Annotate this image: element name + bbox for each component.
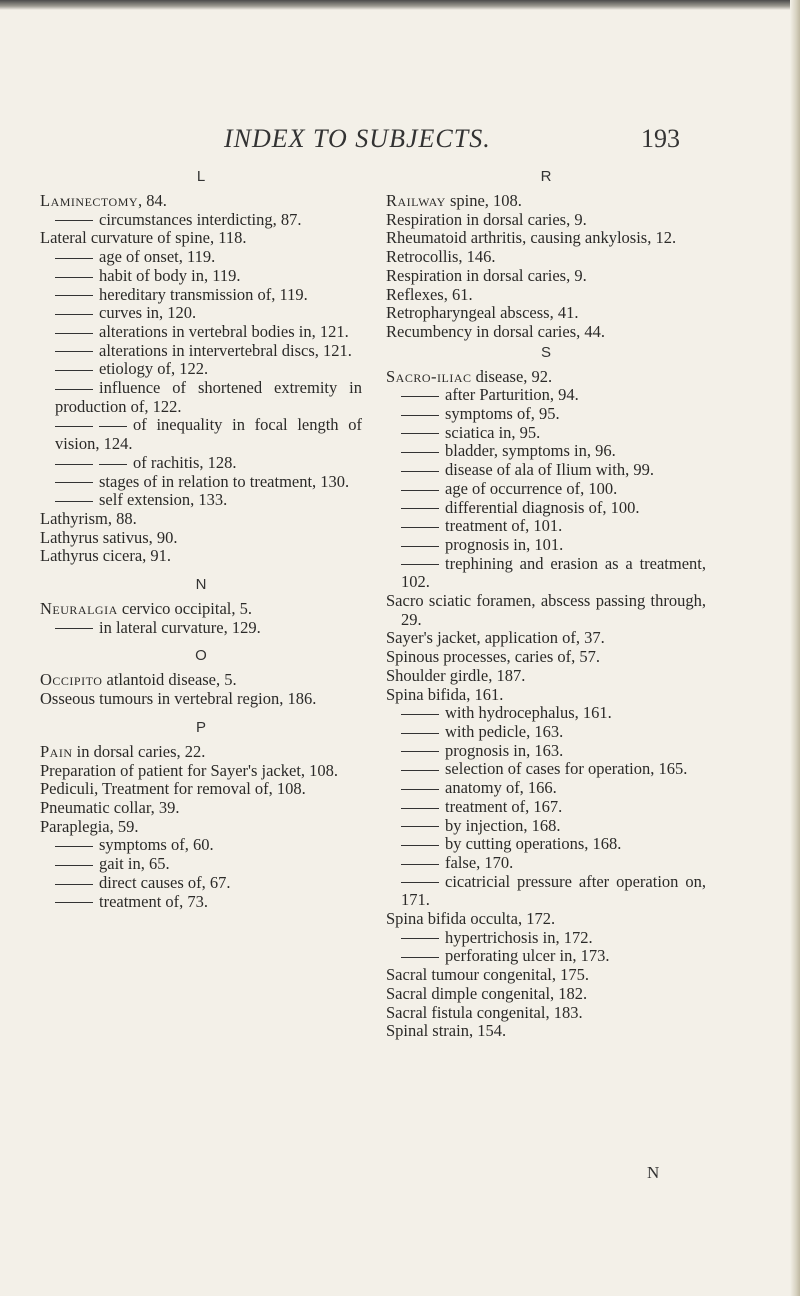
- ditto-dash: [99, 426, 127, 427]
- entry-text: anatomy of, 166.: [445, 778, 557, 798]
- entry-text: circumstances interdicting, 87.: [99, 209, 302, 229]
- ditto-dash: [55, 846, 93, 847]
- index-entry: [40, 893, 362, 912]
- index-entry: [386, 211, 706, 230]
- entry-text: perforating ulcer in, 173.: [445, 946, 610, 966]
- entry-text: spine, 108.: [445, 191, 522, 210]
- ditto-dash: [55, 314, 93, 315]
- ditto-dash: [401, 396, 439, 397]
- entry-text: habit of body in, 119.: [99, 265, 241, 285]
- page-top-shadow: [0, 0, 800, 10]
- index-entry: [386, 985, 706, 1004]
- ditto-dash: [55, 295, 93, 296]
- entry-text: by cutting operations, 168.: [445, 834, 622, 854]
- index-entry: [386, 742, 706, 761]
- entry-text: of inequality in focal length of vision, 124.: [55, 415, 362, 454]
- entry-text: Spina bifida, 161.: [386, 684, 504, 704]
- entry-text: treatment of, 101.: [445, 516, 563, 536]
- index-entry: [386, 798, 706, 817]
- ditto-dash: [55, 277, 93, 278]
- index-entry: [386, 461, 706, 480]
- ditto-dash: [401, 564, 439, 565]
- entry-text: selection of cases for operation, 165.: [445, 759, 688, 779]
- entry-text: Lathyrism, 88.: [40, 508, 137, 528]
- entry-text: Spina bifida occulta, 172.: [386, 909, 556, 929]
- entry-text: stages of in relation to treatment, 130.: [99, 471, 350, 491]
- index-entry: [386, 1022, 706, 1041]
- entry-text: hypertrichosis in, 172.: [445, 927, 593, 947]
- entry-text: prognosis in, 163.: [445, 740, 564, 760]
- ditto-dash: [55, 333, 93, 334]
- index-entry: [386, 592, 706, 629]
- entry-text: Lateral curvature of spine, 118.: [40, 228, 247, 248]
- entry-text: trephining and erasion as a treatment, 102.: [401, 553, 706, 592]
- entry-text: with pedicle, 163.: [445, 721, 564, 741]
- index-entry: [386, 873, 706, 910]
- index-entry: [40, 211, 362, 230]
- ditto-dash: [401, 546, 439, 547]
- index-entry: [40, 529, 362, 548]
- index-entry: [40, 762, 362, 781]
- section-s-entries: [386, 368, 706, 1041]
- index-entry: [40, 619, 362, 638]
- index-entry: [40, 267, 362, 286]
- index-entry: [386, 835, 706, 854]
- entry-text: curves in, 120.: [99, 303, 197, 323]
- ditto-dash: [401, 714, 439, 715]
- index-entry: [40, 836, 362, 855]
- entry-text: by injection, 168.: [445, 815, 561, 835]
- entry-text: in dorsal caries, 22.: [72, 741, 206, 761]
- entry-text: Shoulder girdle, 187.: [386, 665, 526, 685]
- entry-text: differential diagnosis of, 100.: [445, 497, 640, 517]
- index-entry: [40, 510, 362, 529]
- entry-text: gait in, 65.: [99, 854, 170, 874]
- index-entry: [386, 286, 706, 305]
- entry-text: prognosis in, 101.: [445, 534, 564, 554]
- index-entry: [386, 386, 706, 405]
- entry-text: Lathyrus sativus, 90.: [40, 527, 178, 547]
- index-entry: [386, 648, 706, 667]
- ditto-dash: [401, 864, 439, 865]
- entry-text: Sacral tumour congenital, 175.: [386, 965, 589, 985]
- index-entry: [386, 248, 706, 267]
- ditto-dash: [55, 884, 93, 885]
- index-entry: [40, 743, 362, 762]
- entry-text: Sacro sciatic foramen, abscess passing through, 29.: [386, 591, 706, 629]
- entry-heading: Occipito: [40, 670, 103, 690]
- index-entry: [386, 686, 706, 705]
- entry-text: Respiration in dorsal caries, 9.: [386, 209, 587, 229]
- running-header: [0, 124, 800, 158]
- ditto-dash: [55, 902, 93, 903]
- section-letter-o: O: [195, 647, 207, 665]
- entry-text: symptoms of, 95.: [445, 404, 560, 424]
- ditto-dash: [55, 370, 93, 371]
- ditto-dash: [55, 628, 93, 629]
- entry-text: Sayer's jacket, application of, 37.: [386, 628, 605, 648]
- index-entry: [40, 229, 362, 248]
- section-o-entries: [40, 671, 362, 708]
- entry-text: cicatricial pressure after operation on, 171.: [401, 871, 706, 910]
- index-entry: [40, 454, 362, 473]
- index-entry: [40, 547, 362, 566]
- section-p-entries: [40, 743, 362, 911]
- ditto-dash: [401, 415, 439, 416]
- index-entry: [386, 1004, 706, 1023]
- entry-text: Reflexes, 61.: [386, 284, 473, 304]
- entry-heading: Pain: [40, 741, 73, 761]
- ditto-dash: [401, 471, 439, 472]
- index-entry: [386, 667, 706, 686]
- index-entry: [386, 929, 706, 948]
- entry-heading: Sacro-iliac: [386, 366, 472, 386]
- entry-text: Retrocollis, 146.: [386, 247, 496, 267]
- entry-text: influence of shortened extremity in production of, 122.: [55, 378, 362, 416]
- index-entry: [40, 491, 362, 510]
- ditto-dash: [401, 770, 439, 771]
- entry-text: after Parturition, 94.: [445, 385, 579, 405]
- entry-text: age of occurrence of, 100.: [445, 478, 618, 498]
- entry-text: in lateral curvature, 129.: [99, 617, 261, 637]
- ditto-dash: [99, 464, 127, 465]
- index-entry: [386, 424, 706, 443]
- section-r-entries: [386, 192, 706, 342]
- entry-text: etiology of, 122.: [99, 359, 209, 379]
- ditto-dash: [55, 220, 93, 221]
- entry-text: Recumbency in dorsal caries, 44.: [386, 321, 606, 341]
- entry-text: Retropharyngeal abscess, 41.: [386, 303, 579, 323]
- entry-text: of rachitis, 128.: [133, 452, 237, 472]
- entry-text: disease of ala of Ilium with, 99.: [445, 460, 654, 480]
- entry-text: treatment of, 73.: [99, 891, 209, 911]
- entry-text: Respiration in dorsal caries, 9.: [386, 265, 587, 285]
- page-number: 193: [641, 124, 680, 153]
- ditto-dash: [401, 789, 439, 790]
- index-entry: [40, 818, 362, 837]
- index-entry: [386, 499, 706, 518]
- section-letter-l: L: [196, 168, 206, 185]
- index-column-right: [386, 168, 706, 1041]
- section-letter-n: N: [195, 576, 207, 594]
- ditto-dash: [401, 957, 439, 958]
- index-entry: [386, 779, 706, 798]
- index-entry: [40, 248, 362, 267]
- entry-text: Rheumatoid arthritis, causing ankylosis, 12.: [386, 228, 677, 248]
- ditto-dash: [55, 482, 93, 483]
- ditto-dash: [401, 938, 439, 939]
- index-entry: [386, 368, 706, 387]
- ditto-dash: [401, 527, 439, 528]
- index-column-left: [40, 168, 362, 911]
- index-entry: [386, 229, 706, 248]
- index-entry: [386, 966, 706, 985]
- index-entry: [40, 304, 362, 323]
- entry-heading: Railway: [386, 191, 446, 210]
- index-entry: [386, 760, 706, 779]
- entry-text: cervico occipital, 5.: [117, 599, 252, 619]
- entry-text: atlantoid disease, 5.: [102, 670, 237, 690]
- ditto-dash: [55, 426, 93, 427]
- index-entry: [40, 690, 362, 709]
- entry-text: Spinal strain, 154.: [386, 1021, 507, 1041]
- index-entry: [386, 704, 706, 723]
- index-entry: [40, 416, 362, 453]
- ditto-dash: [55, 351, 93, 352]
- index-entry: [386, 854, 706, 873]
- entry-text: disease, 92.: [471, 366, 553, 386]
- index-entry: [40, 671, 362, 690]
- index-entry: [40, 780, 362, 799]
- index-entry: [386, 405, 706, 424]
- index-entry: [40, 342, 362, 361]
- index-entry: [40, 799, 362, 818]
- ditto-dash: [401, 452, 439, 453]
- index-entry: [386, 947, 706, 966]
- index-entry: [386, 480, 706, 499]
- index-entry: [386, 536, 706, 555]
- ditto-dash: [401, 808, 439, 809]
- entry-text: Pediculi, Treatment for removal of, 108.: [40, 779, 306, 799]
- index-entry: [386, 323, 706, 342]
- index-entry: [40, 192, 362, 211]
- page-right-edge: [790, 0, 800, 1296]
- index-entry: [40, 855, 362, 874]
- index-entry: [386, 267, 706, 286]
- entry-text: Paraplegia, 59.: [40, 816, 139, 836]
- ditto-dash: [401, 733, 439, 734]
- entry-text: alterations in intervertebral discs, 121.: [99, 340, 352, 360]
- index-entry: [386, 817, 706, 836]
- ditto-dash: [401, 845, 439, 846]
- entry-text: Sacral dimple congenital, 182.: [386, 983, 588, 1003]
- entry-text: treatment of, 167.: [445, 796, 563, 816]
- index-entry: [40, 286, 362, 305]
- entry-text: alterations in vertebral bodies in, 121.: [99, 321, 349, 341]
- ditto-dash: [401, 882, 439, 883]
- index-entry: [386, 629, 706, 648]
- ditto-dash: [401, 490, 439, 491]
- index-entry: [386, 517, 706, 536]
- running-title: INDEX TO SUBJECTS.: [224, 124, 491, 153]
- section-letter-s: S: [540, 343, 551, 361]
- entry-text: Pneumatic collar, 39.: [40, 797, 180, 817]
- catchword: N: [647, 1163, 660, 1182]
- section-letter-r: R: [540, 168, 552, 185]
- ditto-dash: [401, 508, 439, 509]
- entry-text: Osseous tumours in vertebral region, 186.: [40, 689, 317, 709]
- index-entry: [40, 473, 362, 492]
- index-entry: [40, 360, 362, 379]
- entry-text: bladder, symptoms in, 96.: [445, 441, 616, 461]
- entry-text: Sacral fistula congenital, 183.: [386, 1002, 583, 1022]
- section-n-entries: [40, 600, 362, 637]
- entry-text: symptoms of, 60.: [99, 835, 214, 855]
- index-entry: [40, 323, 362, 342]
- index-entry: [386, 555, 706, 592]
- index-entry: [40, 600, 362, 619]
- index-entry: [386, 723, 706, 742]
- ditto-dash: [55, 389, 93, 390]
- index-entry: [386, 442, 706, 461]
- entry-text: , 84.: [138, 191, 167, 210]
- entry-text: hereditary transmission of, 119.: [99, 284, 308, 304]
- index-entry: [386, 192, 706, 211]
- entry-text: Spinous processes, caries of, 57.: [386, 647, 601, 667]
- entry-text: Lathyrus cicera, 91.: [40, 546, 172, 566]
- ditto-dash: [55, 501, 93, 502]
- ditto-dash: [55, 464, 93, 465]
- entry-text: false, 170.: [445, 852, 514, 872]
- entry-text: Preparation of patient for Sayer's jacket, 108.: [40, 760, 339, 780]
- ditto-dash: [55, 258, 93, 259]
- entry-heading: Neuralgia: [40, 599, 118, 619]
- ditto-dash: [401, 826, 439, 827]
- section-letter-p: P: [195, 718, 206, 736]
- index-entry: [386, 910, 706, 929]
- entry-heading: Laminectomy: [40, 191, 139, 210]
- entry-text: self extension, 133.: [99, 490, 228, 510]
- entry-text: with hydrocephalus, 161.: [445, 703, 612, 723]
- section-l-entries: [40, 192, 362, 566]
- index-entry: [40, 874, 362, 893]
- entry-text: age of onset, 119.: [99, 247, 216, 267]
- index-entry: [40, 379, 362, 416]
- entry-text: direct causes of, 67.: [99, 872, 231, 892]
- ditto-dash: [55, 865, 93, 866]
- ditto-dash: [401, 751, 439, 752]
- entry-text: sciatica in, 95.: [445, 422, 541, 442]
- ditto-dash: [401, 433, 439, 434]
- index-entry: [386, 304, 706, 323]
